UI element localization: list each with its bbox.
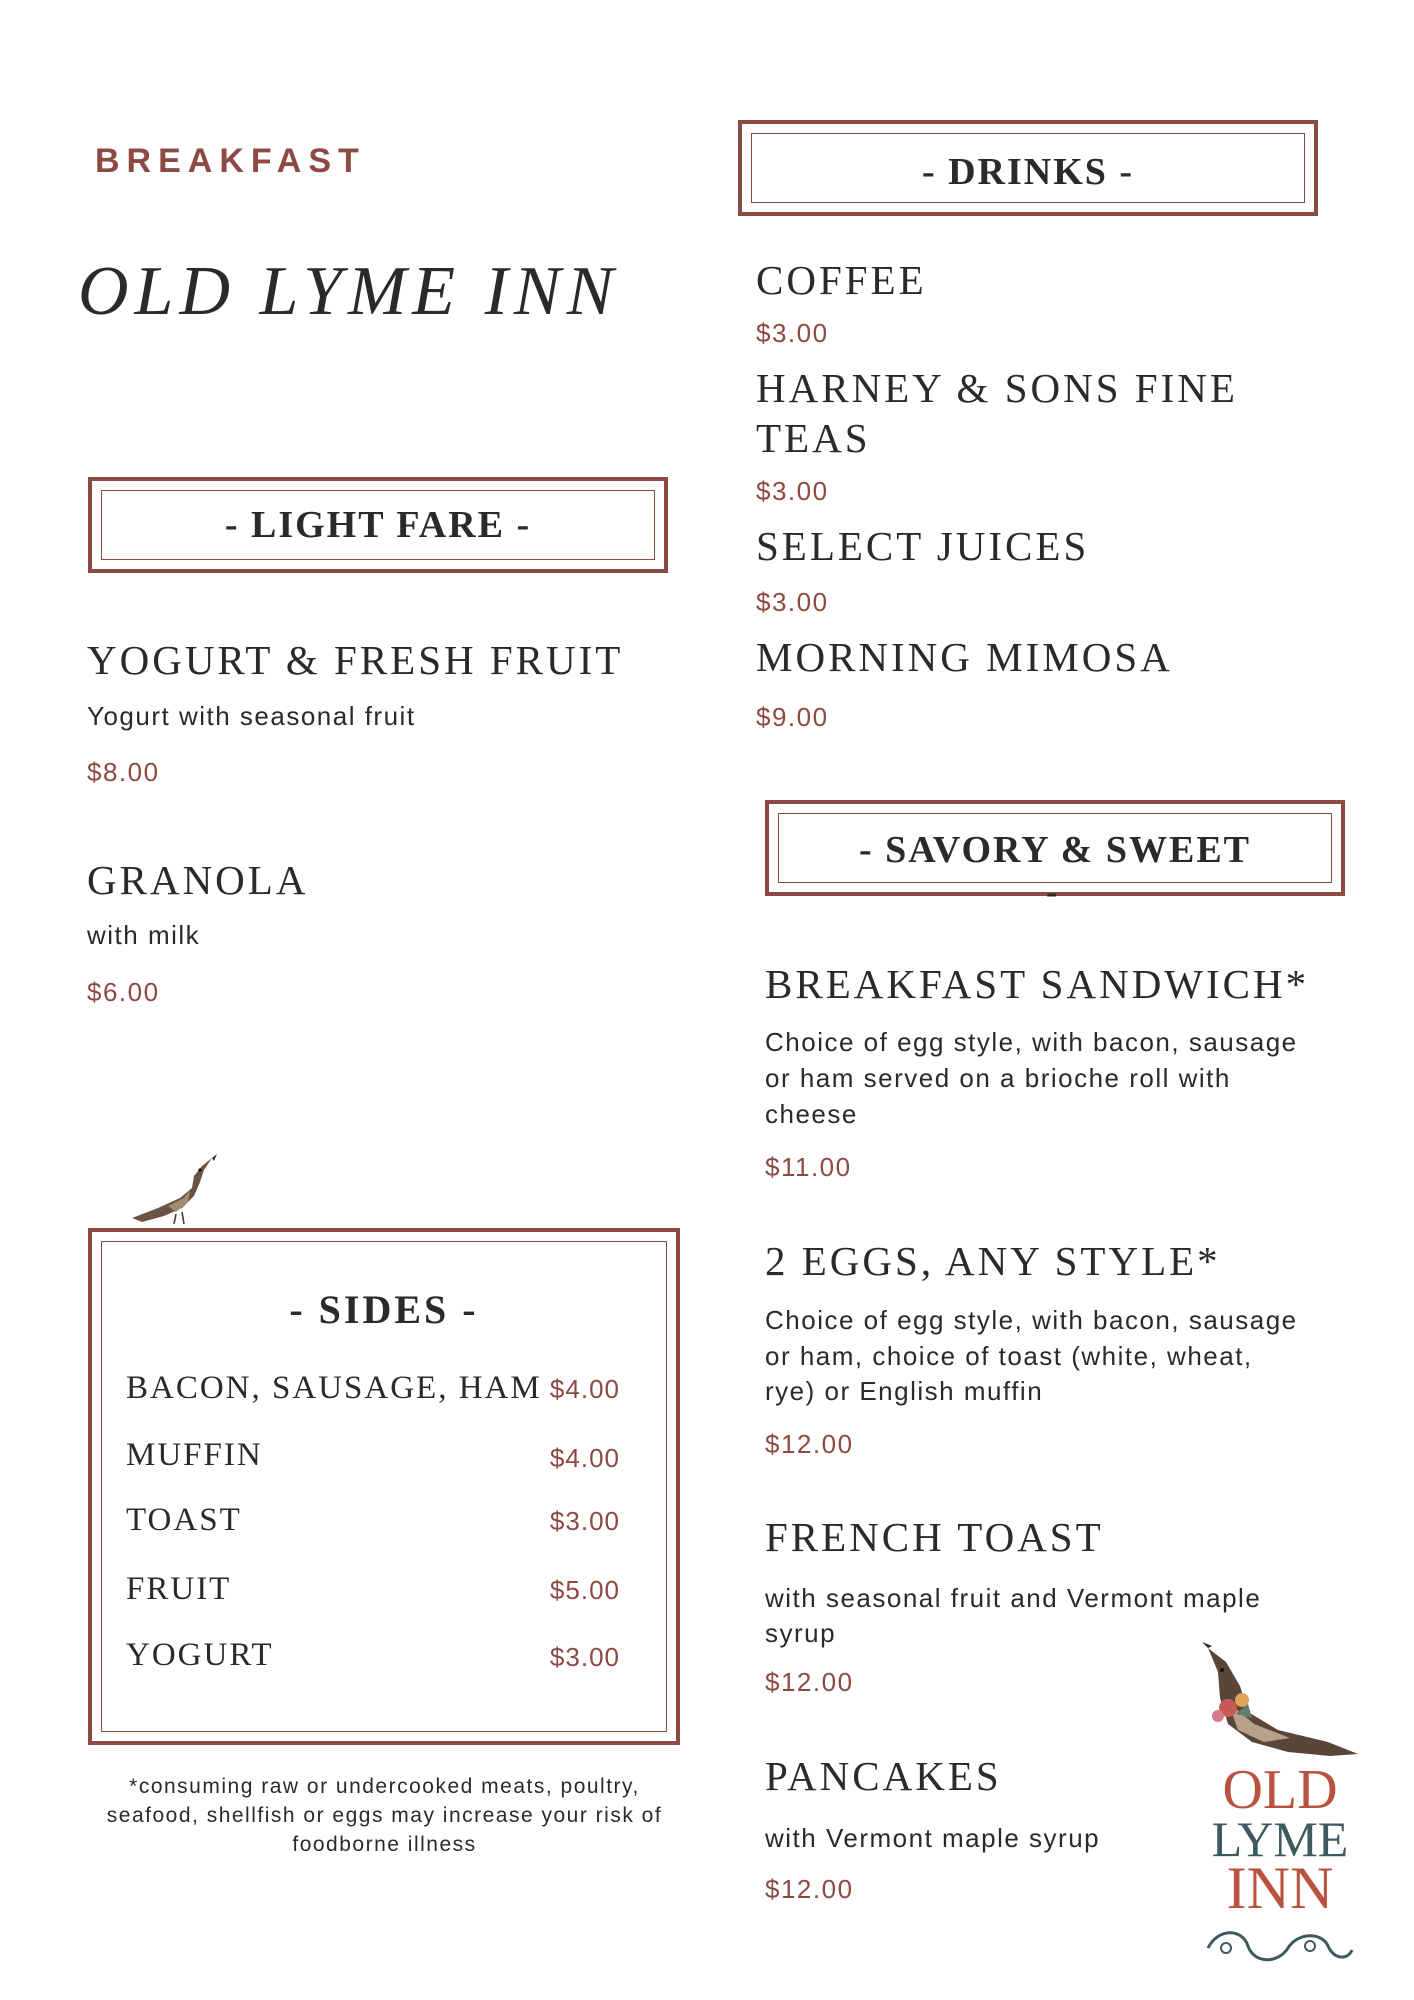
dish-desc-two-eggs-2: or ham, choice of toast (white, wheat,: [765, 1341, 1253, 1371]
inn-logo: [1190, 1642, 1390, 1972]
drink-price-mimosa: $9.00: [756, 702, 829, 732]
item-desc-yogurt-fruit: Yogurt with seasonal fruit: [87, 701, 416, 731]
side-name-fruit: FRUIT: [126, 1571, 232, 1607]
bird-illustration-small: [128, 1152, 218, 1226]
side-price-toast: $3.00: [549, 1506, 620, 1536]
logo-word-inn: INN: [1226, 1855, 1334, 1921]
dish-desc-two-eggs-1: Choice of egg style, with bacon, sausage: [765, 1305, 1298, 1335]
dish-desc-pancakes-1: with Vermont maple syrup: [765, 1823, 1101, 1853]
drinks-title: - DRINKS -: [921, 151, 1135, 193]
dish-desc-breakfast-sandwich-2: or ham served on a brioche roll with: [765, 1063, 1231, 1093]
light-fare-title: - LIGHT FARE -: [224, 504, 532, 546]
dish-desc-french-toast-2: syrup: [765, 1618, 837, 1648]
item-price-yogurt-fruit: $8.00: [87, 757, 160, 787]
side-price-fruit: $5.00: [549, 1575, 620, 1605]
dish-desc-french-toast-1: with seasonal fruit and Vermont maple: [765, 1583, 1262, 1613]
sides-title: - SIDES -: [289, 1287, 479, 1332]
dish-price-two-eggs: $12.00: [765, 1429, 854, 1459]
dish-price-pancakes: $12.00: [765, 1874, 854, 1904]
drink-price-teas: $3.00: [756, 476, 829, 506]
drink-price-juices: $3.00: [756, 587, 829, 617]
side-price-muffin: $4.00: [549, 1443, 620, 1473]
savory-sweet-title: - SAVORY & SWEET: [858, 829, 1252, 871]
dish-desc-breakfast-sandwich-3: cheese: [765, 1099, 858, 1129]
logo-word-lyme: LYME: [1211, 1811, 1349, 1867]
drink-name-coffee: COFFEE: [756, 257, 927, 303]
sides-box: [88, 1228, 680, 1745]
item-price-granola: $6.00: [87, 977, 160, 1007]
dish-name-pancakes: PANCAKES: [765, 1753, 1002, 1799]
logo-flourish-icon: [1198, 1924, 1358, 1972]
menu-kicker: BREAKFAST: [95, 142, 366, 180]
drink-name-teas-line1: HARNEY & SONS FINE: [756, 365, 1238, 411]
side-name-yogurt: YOGURT: [126, 1637, 274, 1673]
item-name-granola: GRANOLA: [87, 857, 309, 903]
drink-name-juices: SELECT JUICES: [756, 523, 1090, 569]
side-name-muffin: MUFFIN: [126, 1437, 263, 1473]
raw-food-footnote: *consuming raw or undercooked meats, poultry, seafood, shellfish or eggs may increase your risk of foodborne illness: [106, 1775, 663, 1856]
dish-name-french-toast: FRENCH TOAST: [765, 1514, 1104, 1560]
light-fare-header-box: [88, 477, 668, 573]
logo-word-old: OLD: [1222, 1759, 1338, 1821]
item-name-yogurt-fruit: YOGURT & FRESH FRUIT: [87, 637, 624, 683]
drinks-header-box: [738, 120, 1318, 216]
side-name-toast: TOAST: [126, 1502, 242, 1538]
brand-title: OLD LYME INN: [78, 253, 620, 330]
dish-desc-two-eggs-3: rye) or English muffin: [765, 1376, 1044, 1406]
side-name-bacon: BACON, SAUSAGE, HAM: [126, 1370, 542, 1406]
drink-price-coffee: $3.00: [756, 318, 829, 348]
dish-price-breakfast-sandwich: $11.00: [765, 1152, 852, 1182]
side-price-yogurt: $3.00: [549, 1642, 620, 1672]
drink-name-mimosa: MORNING MIMOSA: [756, 634, 1173, 680]
dish-desc-breakfast-sandwich-1: Choice of egg style, with bacon, sausage: [765, 1027, 1298, 1057]
dish-name-two-eggs: 2 EGGS, ANY STYLE*: [765, 1238, 1221, 1284]
drink-name-teas-line2: TEAS: [756, 415, 871, 461]
dish-price-french-toast: $12.00: [765, 1667, 854, 1697]
savory-sweet-title-tail: -: [1046, 874, 1058, 911]
side-price-bacon: $4.00: [549, 1374, 620, 1404]
item-desc-granola: with milk: [87, 920, 201, 950]
dish-name-breakfast-sandwich: BREAKFAST SANDWICH*: [765, 961, 1310, 1007]
